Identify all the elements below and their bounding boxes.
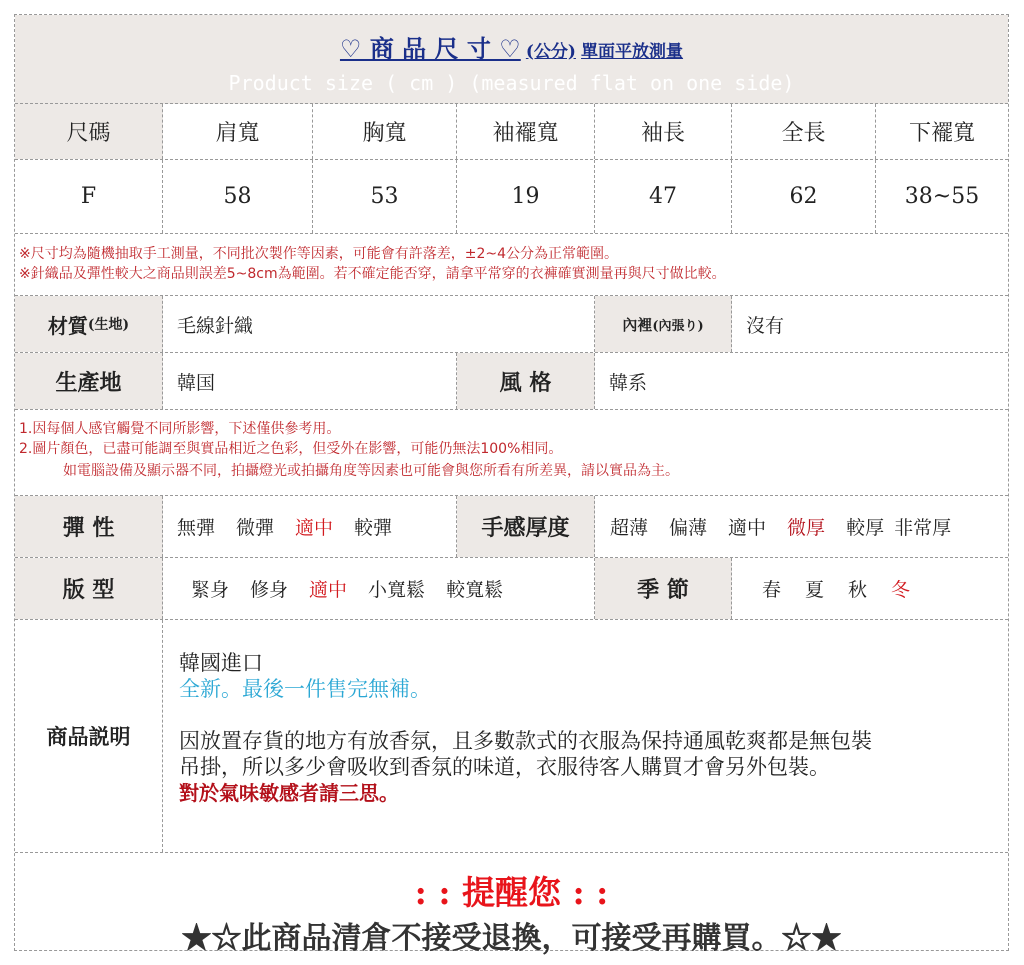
fit-option: 修身 [250, 579, 289, 601]
description-label: 商品説明 [15, 620, 163, 852]
value-hem-width: 38~55 [904, 184, 980, 209]
season-label: 季 節 [595, 558, 732, 619]
elasticity-row [15, 496, 1008, 558]
thickness-option: 超薄 [610, 517, 649, 539]
col-sleeve-width: 袖襬寬 [457, 104, 595, 159]
elasticity-options [163, 496, 457, 557]
material-label-note: (生地) [87, 317, 130, 333]
origin-value: 韓国 [163, 353, 457, 409]
description-line-2: 全新。最後一件售完無補。 [179, 677, 431, 701]
thickness-option-selected: 微厚 [787, 517, 826, 539]
material-row [15, 296, 1008, 353]
lining-label-note: (內張り) [652, 318, 704, 334]
description-line-4: 吊掛，所以多少會吸收到香氛的味道，衣服待客人購買才會另外包裝。 [179, 755, 830, 779]
title-main: ♡ 商 品 尺 寸 ♡ [339, 34, 521, 63]
fit-row [15, 558, 1008, 620]
material-label-text: 材質 [47, 313, 88, 338]
elasticity-option: 微彈 [236, 517, 275, 539]
value-sleeve-length: 47 [595, 160, 732, 233]
color-note-2: 2.圖片顏色，已盡可能調至與實品相近之色彩，但受外在影響，可能仍無法100%相同。 [19, 441, 563, 457]
size-note-1: ※尺寸均為隨機抽取手工測量，不同批次製作等因素，可能會有許落差，±2~4公分為正常範圍。 [19, 246, 619, 262]
lining-value: 沒有 [746, 314, 785, 337]
style-label: 風 格 [457, 353, 595, 409]
fit-option: 緊身 [191, 579, 230, 601]
material-label [15, 296, 163, 352]
product-info-sheet [14, 14, 1009, 956]
thickness-options [595, 496, 1008, 557]
col-shoulder: 肩寬 [163, 104, 313, 159]
season-option: 秋 [848, 579, 868, 601]
season-option: 夏 [805, 579, 825, 601]
thickness-option: 偏薄 [669, 517, 708, 539]
size-column-headers [15, 104, 1008, 160]
material-value: 毛線針織 [163, 296, 595, 352]
season-option: 春 [762, 579, 782, 601]
reminder-title: : : 提醒您 : : [414, 873, 609, 912]
title-method: 單面平放測量 [581, 42, 684, 62]
fit-option: 小寬鬆 [368, 579, 426, 601]
reminder-block [15, 853, 1008, 956]
elasticity-label: 彈 性 [15, 496, 163, 557]
elasticity-option-selected: 適中 [295, 517, 334, 539]
origin-label: 生產地 [15, 353, 163, 409]
value-chest: 53 [313, 160, 457, 233]
reminder-text: ★☆此商品清倉不接受退換，可接受再購買。☆★ [181, 921, 842, 956]
description-line-5: 對於氣味敏感者請三思。 [179, 781, 399, 805]
size-values-row [15, 160, 1008, 234]
fit-label: 版 型 [15, 558, 163, 619]
size-note-2: ※針織品及彈性較大之商品則誤差5~8cm為範圍。若不確定能否穿，請拿平常穿的衣褲確實測量再與尺寸做比較。 [19, 266, 726, 282]
title-subtitle: Product size ( cm ) (measured flat on one side) [228, 71, 795, 95]
description-line-3: 因放置存貨的地方有放香氛，且多數款式的衣服為保持通風乾爽都是無包裝 [179, 729, 872, 753]
col-sleeve-length: 袖長 [595, 104, 732, 159]
title-unit: (公分) [525, 42, 576, 62]
color-note-1: 1.因每個人感官觸覺不同所影響，下述僅供參考用。 [19, 421, 341, 437]
description-body [163, 620, 1008, 852]
thickness-label: 手感厚度 [457, 496, 595, 557]
size-header [15, 15, 1008, 104]
season-option-selected: 冬 [891, 579, 911, 601]
style-value: 韓系 [609, 371, 648, 394]
thickness-option: 較厚 [846, 517, 885, 539]
elasticity-option: 無彈 [177, 517, 216, 539]
value-sleeve-width: 19 [457, 160, 595, 233]
col-chest: 胸寬 [313, 104, 457, 159]
lining-label-text: 內裡 [622, 315, 653, 334]
description-line-1: 韓國進口 [179, 651, 263, 675]
value-total-length: 62 [732, 160, 876, 233]
size-value: F [15, 160, 163, 233]
size-title [15, 29, 1008, 64]
size-notes [15, 234, 1008, 296]
thickness-option: 適中 [728, 517, 767, 539]
col-total-length: 全長 [732, 104, 876, 159]
color-note-3: 如電腦設備及顯示器不同，拍攝燈光或拍攝角度等因素也可能會與您所看有所差異，請以實品為主。 [63, 463, 679, 479]
fit-option: 較寬鬆 [446, 579, 504, 601]
color-notes [15, 410, 1008, 496]
fit-options [163, 558, 595, 619]
elasticity-option: 較彈 [354, 517, 393, 539]
lining-label [595, 296, 732, 352]
col-hem-width: 下襬寬 [908, 121, 975, 146]
value-shoulder: 58 [163, 160, 313, 233]
thickness-option: 非常厚 [894, 517, 952, 539]
description-row [15, 620, 1008, 853]
fit-option-selected: 適中 [309, 579, 348, 601]
origin-row [15, 353, 1008, 410]
season-options [732, 558, 1008, 619]
size-header-cell: 尺碼 [15, 104, 163, 159]
